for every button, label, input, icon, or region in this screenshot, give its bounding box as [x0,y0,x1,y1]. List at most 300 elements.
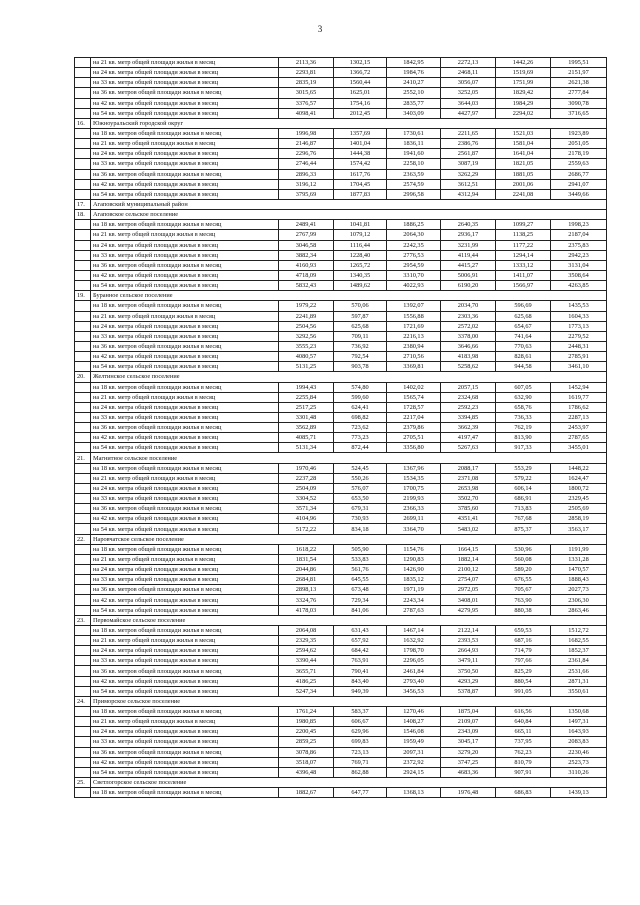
value-cell: 631,43 [334,625,387,635]
row-index-cell [75,179,91,189]
table-row [75,412,607,422]
value-cell: 2100,12 [441,565,496,575]
value-cell: 2363,59 [387,169,441,179]
value-cell: 3716,65 [551,108,607,118]
value-cell: 2146,87 [279,139,334,149]
value-cell: 4718,09 [279,270,334,280]
row-label: на 54 кв. метра общей площади жилья в месяц [91,443,279,453]
value-cell: 1439,13 [551,788,607,798]
table-row [75,686,607,696]
value-cell: 699,83 [334,737,387,747]
value-cell: 606,14 [496,483,551,493]
row-index-cell [75,686,91,696]
table-row [75,240,607,250]
table-row [75,149,607,159]
value-cell: 1728,57 [387,402,441,412]
value-cell: 3563,17 [551,524,607,534]
value-cell: 2064,30 [387,230,441,240]
row-index-cell [75,656,91,666]
section-title: Приморское сельское поселение [91,696,607,706]
value-cell: 657,92 [334,636,387,646]
value-cell: 729,34 [334,595,387,605]
value-cell: 3378,00 [441,331,496,341]
row-index-cell [75,139,91,149]
value-cell: 2371,08 [441,473,496,483]
row-label: на 33 кв. метра общей площади жилья в месяц [91,250,279,260]
row-index-cell [75,68,91,78]
value-cell: 654,67 [496,321,551,331]
table-row [75,331,607,341]
value-cell: 872,44 [334,443,387,453]
value-cell: 3518,07 [279,757,334,767]
value-cell: 1941,60 [387,149,441,159]
row-index-cell [75,767,91,777]
value-cell: 599,60 [334,392,387,402]
value-cell: 645,55 [334,575,387,585]
value-cell: 944,58 [496,362,551,372]
value-cell: 629,96 [334,727,387,737]
value-cell: 2898,13 [279,585,334,595]
value-cell: 3455,01 [551,443,607,453]
row-label: на 42 кв. метра общей площади жилья в месяц [91,757,279,767]
value-cell: 2594,62 [279,646,334,656]
value-cell: 606,67 [334,717,387,727]
section-title: Желтинское сельское поселение [91,372,607,382]
row-index-cell [75,392,91,402]
row-label: на 42 кв. метра общей площади жилья в месяц [91,514,279,524]
value-cell: 2211,65 [441,128,496,138]
table-row [75,139,607,149]
value-cell: 2523,73 [551,757,607,767]
value-cell: 2044,86 [279,565,334,575]
value-cell: 2896,33 [279,169,334,179]
value-cell: 792,54 [334,352,387,362]
value-cell: 1829,42 [496,88,551,98]
value-cell: 4293,29 [441,676,496,686]
value-cell: 1682,55 [551,636,607,646]
table-row [75,98,607,108]
row-index-cell [75,788,91,798]
value-cell: 2272,13 [441,58,496,68]
table-row [75,321,607,331]
row-label: на 24 кв. метра общей площади жилья в месяц [91,565,279,575]
row-label: на 33 кв. метра общей площади жилья в месяц [91,575,279,585]
value-cell: 767,68 [496,514,551,524]
page-number: 3 [317,24,323,34]
row-index-cell [75,757,91,767]
value-cell: 1521,03 [496,128,551,138]
value-cell: 1875,04 [441,707,496,717]
value-cell: 3324,76 [279,595,334,605]
value-cell: 730,93 [334,514,387,524]
row-index-cell [75,311,91,321]
table-row [75,656,607,666]
value-cell: 1625,01 [334,88,387,98]
value-cell: 1357,69 [334,128,387,138]
row-index-cell [75,281,91,291]
table-row [75,270,607,280]
value-cell: 3785,60 [441,504,496,514]
value-cell: 659,53 [496,625,551,635]
section-header-row [75,372,607,382]
value-cell: 2785,91 [551,352,607,362]
value-cell: 3747,25 [441,757,496,767]
value-cell: 647,77 [334,788,387,798]
value-cell: 2241,08 [496,189,551,199]
section-index: 23. [75,615,91,625]
row-label: на 33 кв. метра общей площади жилья в месяц [91,494,279,504]
value-cell: 570,06 [334,301,387,311]
value-cell: 4098,41 [279,108,334,118]
row-label: на 24 кв. метра общей площади жилья в месяц [91,402,279,412]
value-cell: 5258,62 [441,362,496,372]
value-cell: 2710,56 [387,352,441,362]
row-index-cell [75,352,91,362]
value-cell: 2296,05 [387,656,441,666]
value-cell: 3571,34 [279,504,334,514]
value-cell: 2372,92 [387,757,441,767]
value-cell: 4396,48 [279,767,334,777]
value-cell: 5267,63 [441,443,496,453]
value-cell: 3231,99 [441,240,496,250]
value-cell: 3056,07 [441,78,496,88]
value-cell: 828,61 [496,352,551,362]
value-cell: 2199,93 [387,494,441,504]
value-cell: 2187,04 [551,230,607,240]
row-index-cell [75,240,91,250]
value-cell: 1618,22 [279,544,334,554]
value-cell: 2777,84 [551,88,607,98]
value-cell: 1751,99 [496,78,551,88]
value-cell: 686,91 [496,494,551,504]
row-index-cell [75,250,91,260]
value-cell: 550,26 [334,473,387,483]
value-cell: 1786,62 [551,402,607,412]
value-cell: 1835,12 [387,575,441,585]
value-cell: 1574,42 [334,159,387,169]
value-cell: 3750,50 [441,666,496,676]
value-cell: 2684,81 [279,575,334,585]
value-cell: 1408,27 [387,717,441,727]
value-cell: 2592,23 [441,402,496,412]
value-cell: 658,76 [496,402,551,412]
value-cell: 2243,34 [387,595,441,605]
value-cell: 2871,31 [551,676,607,686]
value-cell: 3090,78 [551,98,607,108]
value-cell: 583,37 [334,707,387,717]
value-cell: 2767,99 [279,230,334,240]
value-cell: 1923,89 [551,128,607,138]
value-cell: 2083,83 [551,737,607,747]
table-row [75,189,607,199]
value-cell: 1442,26 [496,58,551,68]
value-cell: 1333,12 [496,260,551,270]
value-cell: 4263,85 [551,281,607,291]
value-cell: 762,23 [496,747,551,757]
table-row [75,504,607,514]
value-cell: 1512,72 [551,625,607,635]
value-cell: 2746,44 [279,159,334,169]
value-cell: 1411,07 [496,270,551,280]
value-cell: 1350,68 [551,707,607,717]
value-cell: 3612,51 [441,179,496,189]
section-header-row [75,291,607,301]
table-row [75,605,607,615]
value-cell: 790,41 [334,666,387,676]
value-cell: 3131,04 [551,260,607,270]
value-cell: 3390,44 [279,656,334,666]
value-cell: 1773,13 [551,321,607,331]
value-cell: 1290,83 [387,554,441,564]
value-cell: 3045,17 [441,737,496,747]
value-cell: 4415,27 [441,260,496,270]
value-cell: 2954,59 [387,260,441,270]
value-cell: 1886,25 [387,220,441,230]
row-label: на 18 кв. метров общей площади жилья в месяц [91,463,279,473]
section-header-row [75,615,607,625]
value-cell: 653,50 [334,494,387,504]
row-label: на 33 кв. метра общей площади жилья в месяц [91,737,279,747]
table-row [75,108,607,118]
value-cell: 1402,02 [387,382,441,392]
value-cell: 705,67 [496,585,551,595]
table-row [75,767,607,777]
value-cell: 1959,49 [387,737,441,747]
row-label: на 21 кв. метр общей площади жилья в месяц [91,636,279,646]
value-cell: 2088,17 [441,463,496,473]
value-cell: 3356,80 [387,443,441,453]
value-cell: 2230,46 [551,747,607,757]
value-cell: 2686,77 [551,169,607,179]
value-cell: 1452,94 [551,382,607,392]
value-cell: 2621,38 [551,78,607,88]
section-title: Наровчатское сельское поселение [91,534,607,544]
value-cell: 1497,31 [551,717,607,727]
value-cell: 2787,65 [551,433,607,443]
value-cell: 1984,29 [496,98,551,108]
row-index-cell [75,270,91,280]
value-cell: 2835,77 [387,98,441,108]
value-cell: 4186,25 [279,676,334,686]
value-cell: 797,66 [496,656,551,666]
table-row [75,230,607,240]
value-cell: 2097,31 [387,747,441,757]
value-cell: 2306,30 [551,595,607,605]
table-row [75,179,607,189]
section-index: 24. [75,696,91,706]
row-index-cell [75,402,91,412]
section-index: 17. [75,199,91,209]
row-label: на 36 кв. метров общей площади жилья в месяц [91,88,279,98]
value-cell: 2858,19 [551,514,607,524]
table-row [75,463,607,473]
row-label: на 18 кв. метров общей площади жилья в месяц [91,220,279,230]
value-cell: 3550,61 [551,686,607,696]
value-cell: 3078,86 [279,747,334,757]
table-row [75,473,607,483]
row-label: на 21 кв. метр общей площади жилья в месяц [91,392,279,402]
value-cell: 632,90 [496,392,551,402]
value-cell: 3644,03 [441,98,496,108]
value-cell: 2504,09 [279,483,334,493]
value-cell: 684,42 [334,646,387,656]
row-label: на 21 кв. метр общей площади жилья в месяц [91,554,279,564]
row-label: на 54 кв. метра общей площади жилья в месяц [91,767,279,777]
value-cell: 2217,04 [387,412,441,422]
row-index-cell [75,169,91,179]
value-cell: 2859,25 [279,737,334,747]
value-cell: 1265,72 [334,260,387,270]
row-label: на 54 кв. метра общей площади жилья в месяц [91,108,279,118]
row-label: на 18 кв. метров общей площади жилья в месяц [91,128,279,138]
row-label: на 33 кв. метра общей площади жилья в месяц [91,331,279,341]
value-cell: 843,40 [334,676,387,686]
table-row [75,585,607,595]
value-cell: 2379,86 [387,423,441,433]
value-cell: 1842,95 [387,58,441,68]
value-cell: 3364,70 [387,524,441,534]
value-cell: 3292,56 [279,331,334,341]
value-cell: 560,08 [496,554,551,564]
row-index-cell [75,514,91,524]
section-title: Южноуральский городской округ [91,118,607,128]
row-label: на 42 кв. метра общей площади жилья в месяц [91,270,279,280]
tariff-table [74,57,607,798]
row-index-cell [75,128,91,138]
value-cell: 1444,38 [334,149,387,159]
table-row [75,494,607,504]
row-index-cell [75,78,91,88]
value-cell: 1368,13 [387,788,441,798]
value-cell: 1138,25 [496,230,551,240]
value-cell: 4427,97 [441,108,496,118]
value-cell: 991,05 [496,686,551,696]
value-cell: 2505,69 [551,504,607,514]
row-index-cell [75,625,91,635]
value-cell: 875,37 [496,524,551,534]
row-label: на 36 кв. метров общей площади жилья в месяц [91,169,279,179]
row-label: на 18 кв. метров общей площади жилья в месяц [91,625,279,635]
value-cell: 2386,76 [441,139,496,149]
table-row [75,514,607,524]
value-cell: 2216,13 [387,331,441,341]
row-index-cell [75,524,91,534]
row-index-cell [75,504,91,514]
value-cell: 3882,34 [279,250,334,260]
table-row [75,88,607,98]
row-label: на 18 кв. метров общей площади жилья в месяц [91,382,279,392]
row-label: на 33 кв. метра общей площади жилья в месяц [91,159,279,169]
row-index-cell [75,605,91,615]
value-cell: 1700,75 [387,483,441,493]
value-cell: 4197,47 [441,433,496,443]
table-row [75,717,607,727]
table-row [75,575,607,585]
value-cell: 1821,05 [496,159,551,169]
value-cell: 3408,01 [441,595,496,605]
value-cell: 2237,28 [279,473,334,483]
value-cell: 2653,98 [441,483,496,493]
row-label: на 54 кв. метра общей площади жилья в месяц [91,189,279,199]
row-label: на 21 кв. метр общей площади жилья в месяц [91,139,279,149]
value-cell: 2241,89 [279,311,334,321]
value-cell: 2996,58 [387,189,441,199]
value-cell: 2380,94 [387,341,441,351]
row-label: на 18 кв. метров общей площади жилья в месяц [91,788,279,798]
value-cell: 1556,88 [387,311,441,321]
value-cell: 2531,66 [551,666,607,676]
table-row [75,747,607,757]
value-cell: 2034,70 [441,301,496,311]
value-cell: 1191,99 [551,544,607,554]
row-label: на 21 кв. метр общей площади жилья в месяц [91,311,279,321]
value-cell: 2489,41 [279,220,334,230]
value-cell: 741,64 [496,331,551,341]
row-label: на 36 кв. метров общей площади жилья в месяц [91,666,279,676]
value-cell: 841,06 [334,605,387,615]
value-cell: 2453,97 [551,423,607,433]
row-label: на 24 кв. метра общей площади жилья в месяц [91,646,279,656]
value-cell: 2361,84 [551,656,607,666]
value-cell: 2294,02 [496,108,551,118]
row-label: на 54 кв. метра общей площади жилья в месяц [91,605,279,615]
value-cell: 1617,76 [334,169,387,179]
value-cell: 2109,07 [441,717,496,727]
value-cell: 770,63 [496,341,551,351]
value-cell: 1041,81 [334,220,387,230]
section-index: 18. [75,210,91,220]
table-row [75,636,607,646]
section-header-row [75,534,607,544]
value-cell: 769,71 [334,757,387,767]
value-cell: 2296,76 [279,149,334,159]
value-cell: 3394,85 [441,412,496,422]
row-label: на 36 кв. метров общей площади жилья в месяц [91,747,279,757]
value-cell: 4312,94 [441,189,496,199]
value-cell: 1489,62 [334,281,387,291]
value-cell: 2329,45 [551,494,607,504]
value-cell: 862,88 [334,767,387,777]
table-row [75,311,607,321]
value-cell: 676,55 [496,575,551,585]
value-cell: 1881,05 [496,169,551,179]
value-cell: 1800,72 [551,483,607,493]
value-cell: 1116,44 [334,240,387,250]
row-index-cell [75,341,91,351]
value-cell: 3502,70 [441,494,496,504]
value-cell: 4351,41 [441,514,496,524]
value-cell: 1970,46 [279,463,334,473]
row-label: на 18 кв. метров общей площади жилья в месяц [91,301,279,311]
value-cell: 1996,98 [279,128,334,138]
value-cell: 2343,09 [441,727,496,737]
row-label: на 54 кв. метра общей площади жилья в месяц [91,686,279,696]
value-cell: 2410,27 [387,78,441,88]
table-row [75,68,607,78]
value-cell: 917,33 [496,443,551,453]
row-label: на 24 кв. метра общей площади жилья в месяц [91,68,279,78]
value-cell: 2324,68 [441,392,496,402]
value-cell: 1995,51 [551,58,607,68]
value-cell: 1882,67 [279,788,334,798]
value-cell: 589,20 [496,565,551,575]
table-row [75,58,607,68]
value-cell: 6190,20 [441,281,496,291]
value-cell: 1401,04 [334,139,387,149]
value-cell: 679,31 [334,504,387,514]
value-cell: 1761,24 [279,707,334,717]
value-cell: 1228,40 [334,250,387,260]
